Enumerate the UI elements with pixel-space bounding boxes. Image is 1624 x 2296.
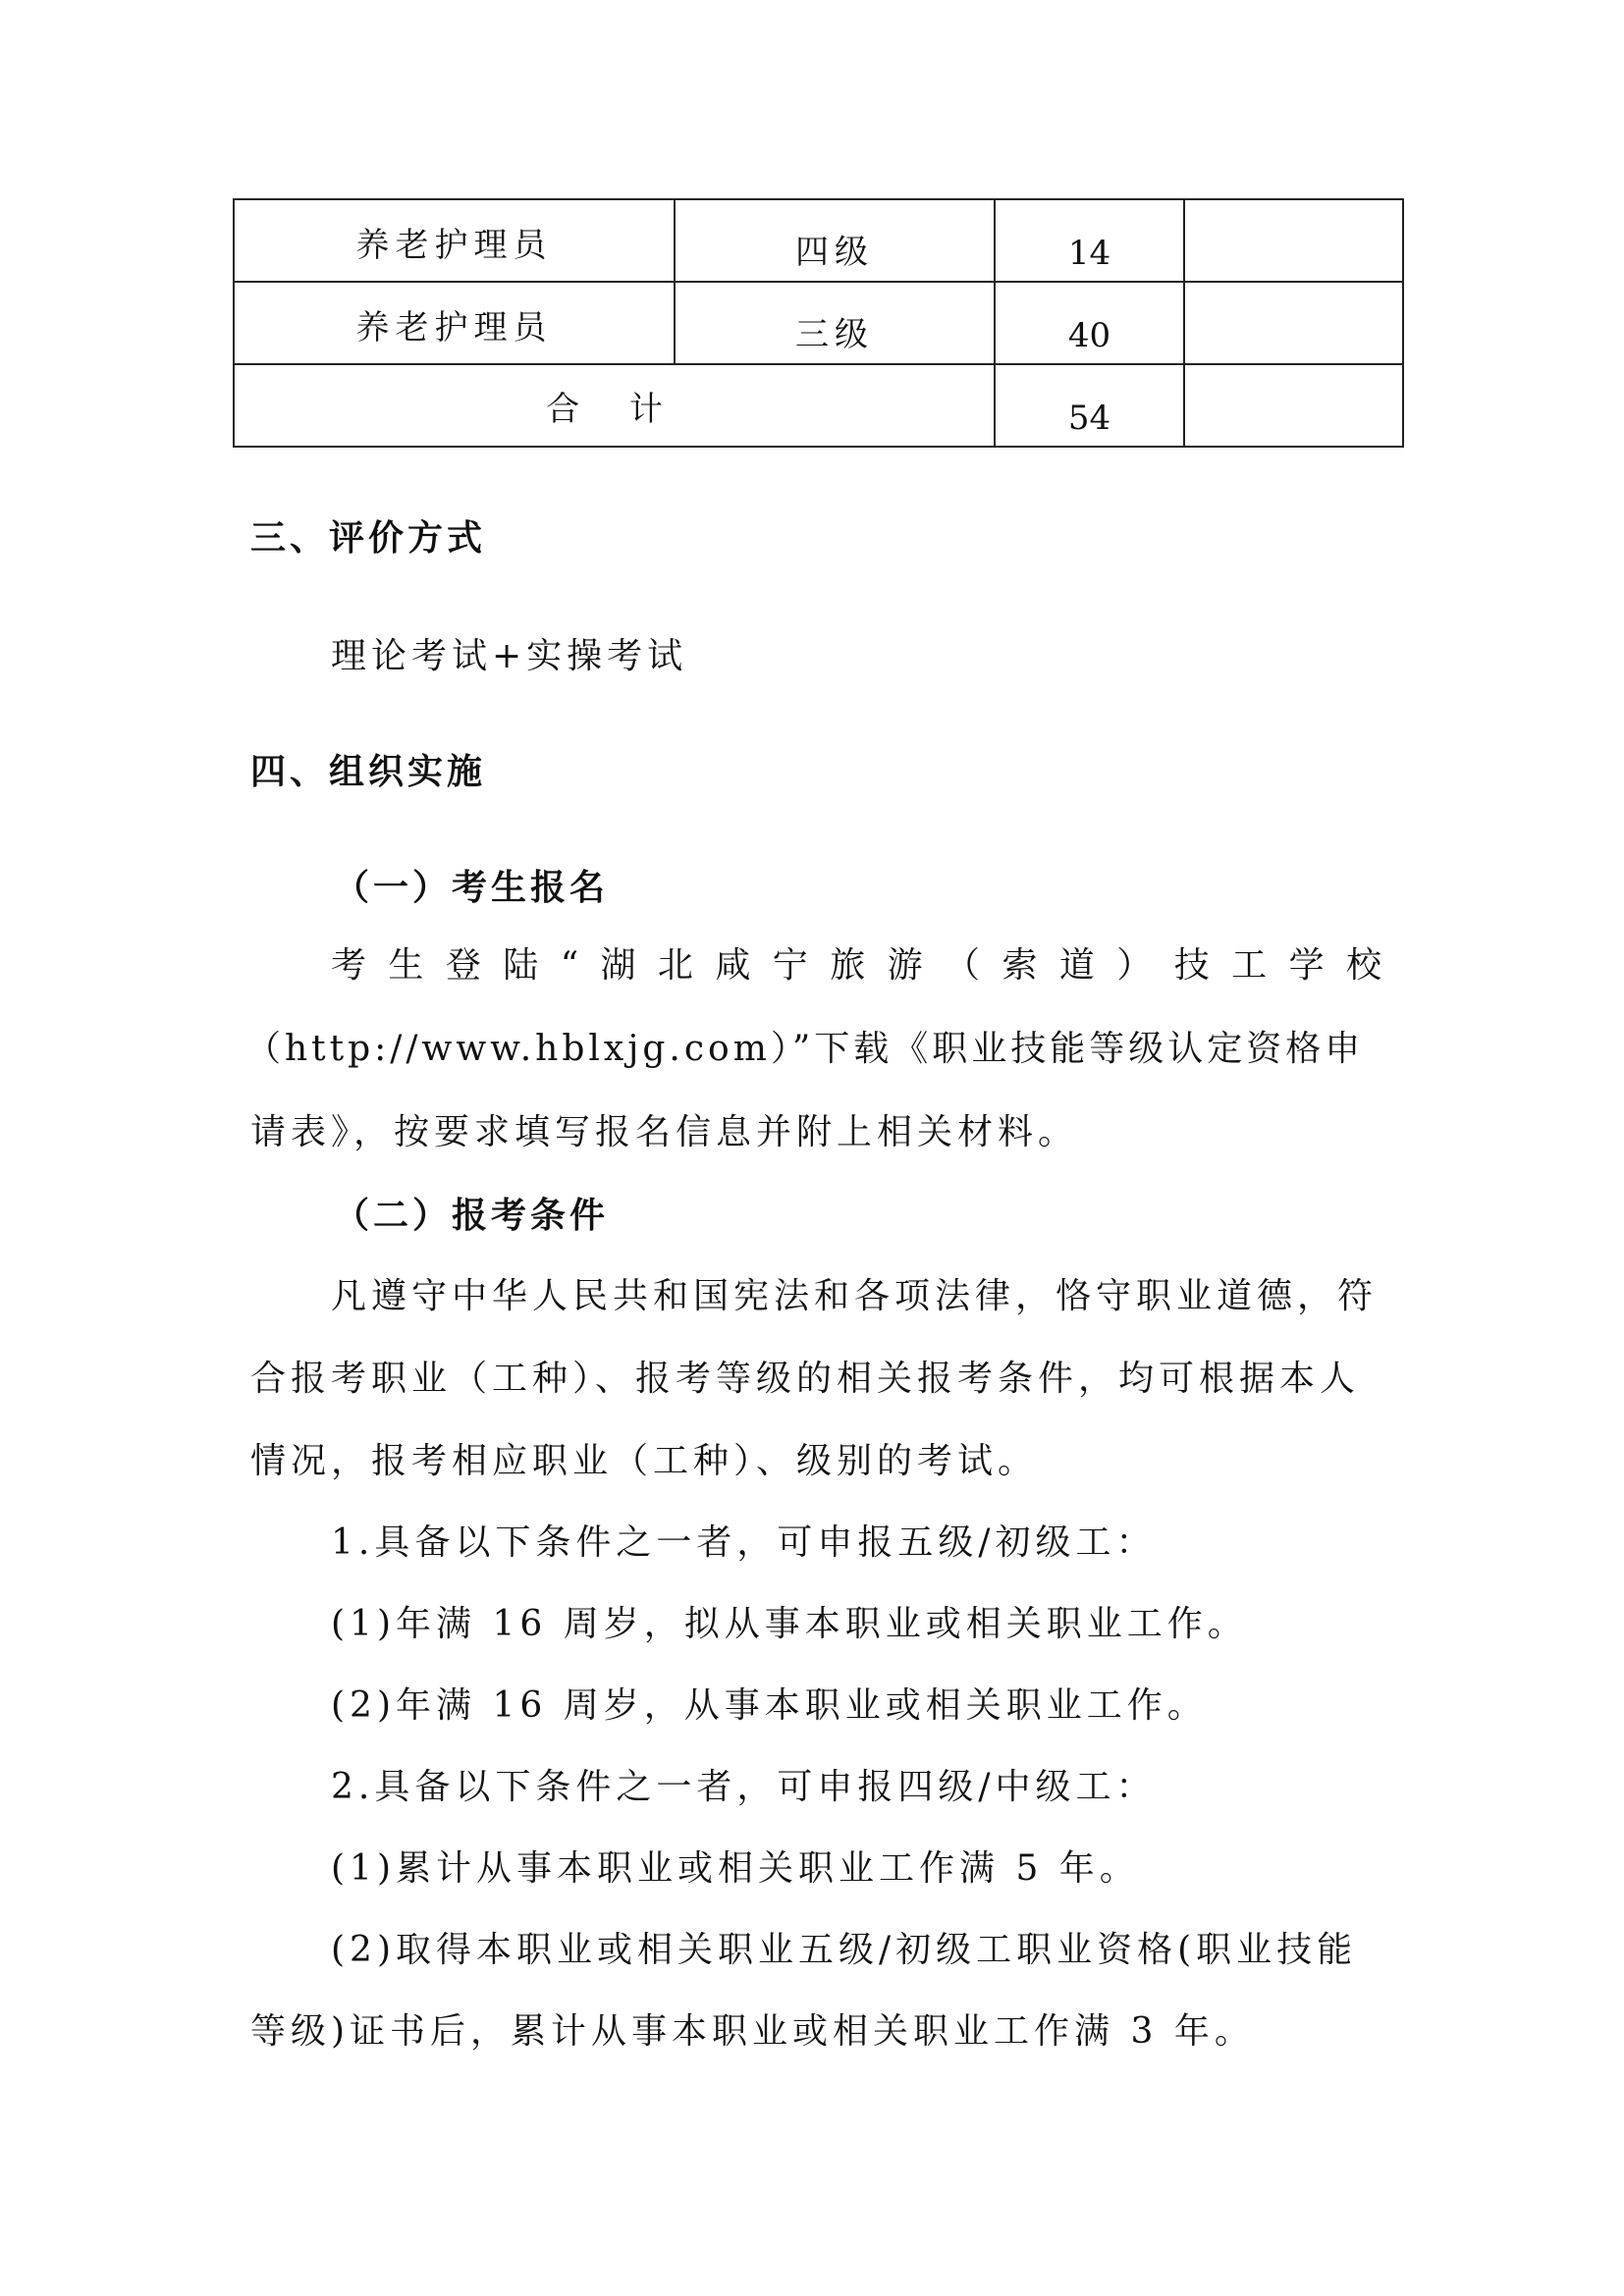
- level-cell: 四级: [675, 199, 995, 282]
- section-heading-organization: 四、组织实施: [250, 752, 487, 792]
- occupation-cell: 养老护理员: [234, 199, 675, 282]
- count-cell: 40: [995, 282, 1184, 364]
- requirements-line-1: 凡遵守中华人民共和国宪法和各项法律，恪守职业道德，符: [331, 1276, 1379, 1316]
- total-label-cell: 合 计: [234, 364, 995, 447]
- registration-line-2: （http://www.hblxjg.com）”下载《职业技能等级认定资格申: [245, 1029, 1365, 1069]
- condition-2-item-1: (1)累计从事本职业或相关职业工作满 5 年。: [331, 1848, 1140, 1889]
- note-cell: [1184, 199, 1403, 282]
- note-cell: [1184, 282, 1403, 364]
- condition-1-item-1: (1)年满 16 周岁，拟从事本职业或相关职业工作。: [331, 1604, 1248, 1644]
- condition-2-item-2-line-2: 等级)证书后，累计从事本职业或相关职业工作满 3 年。: [250, 2011, 1255, 2052]
- subheading-requirements: （二）报考条件: [334, 1196, 610, 1236]
- table-row: [234, 282, 1403, 364]
- subheading-registration: （一）考生报名: [334, 868, 610, 908]
- count-cell: 14: [995, 199, 1184, 282]
- total-note-cell: [1184, 364, 1403, 447]
- condition-1-item-2: (2)年满 16 周岁，从事本职业或相关职业工作。: [331, 1685, 1208, 1726]
- condition-1-title: 1.具备以下条件之一者，可申报五级/初级工：: [331, 1522, 1157, 1563]
- registration-line-1: 考生登陆“湖北咸宁旅游（索道）技工学校: [331, 945, 1386, 986]
- table-total-row: [234, 364, 1403, 447]
- level-cell: 三级: [675, 282, 995, 364]
- requirements-line-3: 情况，报考相应职业（工种）、级别的考试。: [250, 1441, 1039, 1481]
- condition-2-title: 2.具备以下条件之一者，可申报四级/中级工：: [331, 1767, 1157, 1807]
- condition-2-item-2-line-1: (2)取得本职业或相关职业五级/初级工职业资格(职业技能: [331, 1930, 1358, 1970]
- quota-table: [233, 198, 1404, 448]
- occupation-cell: 养老护理员: [234, 282, 675, 364]
- table-row: [234, 199, 1403, 282]
- section-heading-evaluation: 三、评价方式: [250, 518, 487, 559]
- total-count-cell: 54: [995, 364, 1184, 447]
- registration-line-3: 请表》，按要求填写报名信息并附上相关材料。: [250, 1112, 1079, 1152]
- evaluation-method-text: 理论考试+实操考试: [331, 636, 688, 676]
- requirements-line-2: 合报考职业（工种）、报考等级的相关报考条件，均可根据本人: [250, 1359, 1361, 1399]
